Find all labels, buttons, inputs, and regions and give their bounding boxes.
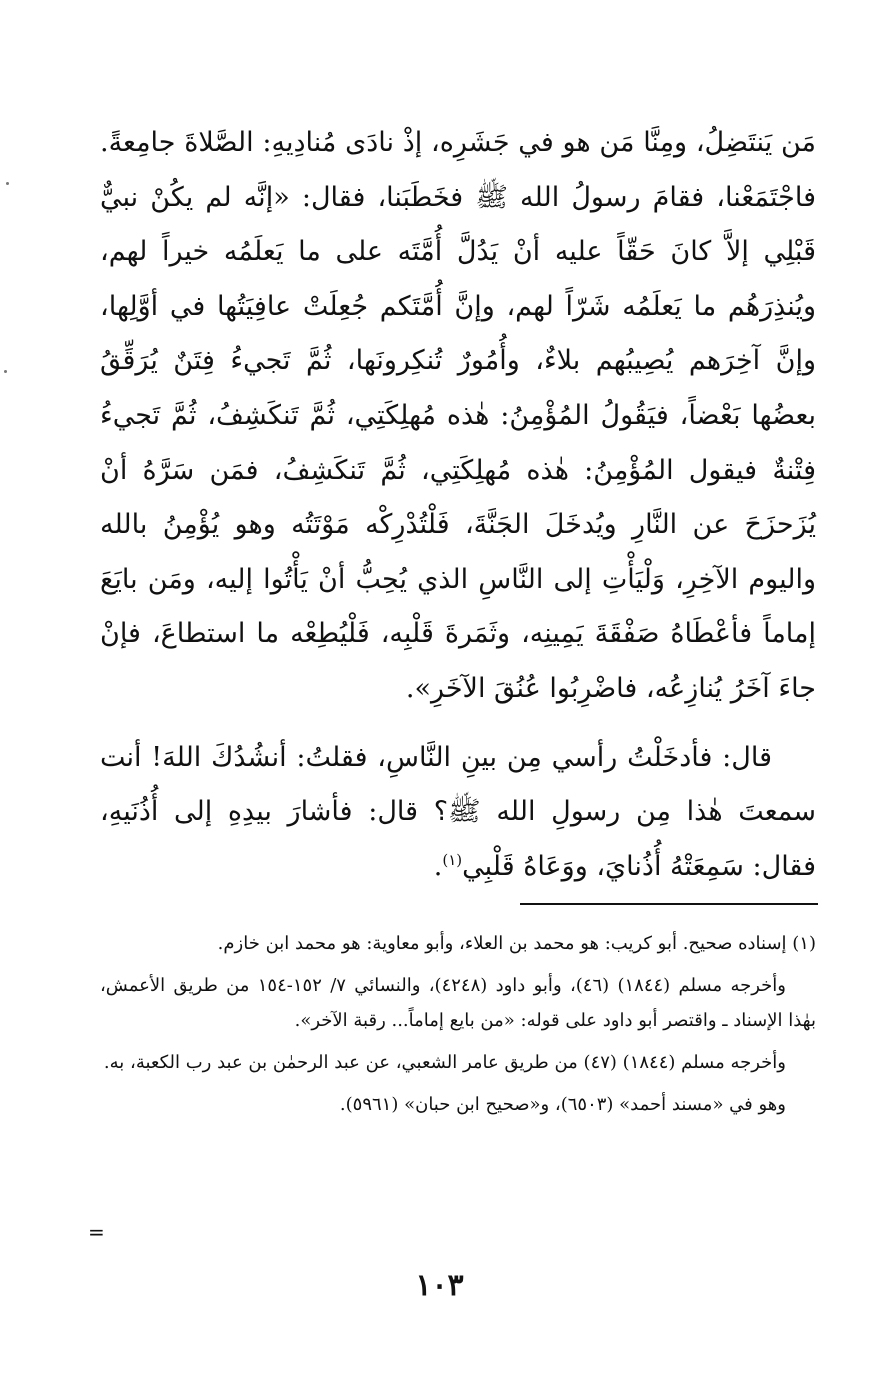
footnote-continuation-mark: = xyxy=(88,1220,105,1244)
footnote-line-1: (١) إسناده صحيح. أبو كريب: هو محمد بن العلاء، وأبو معاوية: هو محمد ابن خازم. xyxy=(217,933,816,954)
footnote-line-4: وهو في «مسند أحمد» (٦٥٠٣)، و«صحيح ابن حبان» (٥٩٦١). xyxy=(339,1094,786,1115)
footnote-separator-rule xyxy=(520,903,818,905)
footnote-line-3: وأخرجه مسلم (١٨٤٤) (٤٧) من طريق عامر الشعبي، عن عبد الرحمٰن بن عبد رب الكعبة، به. xyxy=(103,1052,786,1073)
footnote-reference: (١) xyxy=(442,850,463,869)
footnote-line-2: وأخرجه مسلم (١٨٤٤) (٤٦)، وأبو داود (٤٢٤٨)، والنسائي ٧/ ١٥٢-١٥٤ من طريق الأعمش، بهٰذا الإسناد ـ واقتصر أبو داود على قوله: «من بايع إماماً... رقبة الآخر». xyxy=(100,975,816,1031)
scan-speck xyxy=(4,370,7,373)
main-text xyxy=(100,116,816,894)
page-number: ١٠٣ xyxy=(415,1268,464,1303)
main-paragraph-1: مَن يَنتَضِلُ، ومِنَّا مَن هو في جَشَرِه، إذْ نادَى مُنادِيهِ: الصَّلاةَ جامِعةً. فاجْتَمَعْنا، فقامَ رسولُ الله ﷺ فخَطَبَنا، فقال: «إنَّه لم يكُنْ نبيٌّ قَبْلِي إلاَّ كانَ حَقّاً عليه أنْ يَدُلَّ أُمَّتَه على ما يَعلَمُه خيراً لهم، ويُنذِرَهُم ما يَعلَمُه شَرّاً لهم، وإنَّ أُمَّتَكم جُعِلَتْ عافِيَتُها في أوَّلِها، وإنَّ آخِرَهم يُصِيبُهم بلاءٌ، وأُمُورٌ تُنكِرونَها، ثُمَّ تَجيءُ فِتَنٌ يُرَقِّقُ بعضُها بَعْضاً، فيَقُولُ المُؤْمِنُ: هٰذه مُهلِكَتِي، ثُمَّ تَنكَشِفُ، ثُمَّ تَجيءُ فِتْنةٌ فيقول المُؤْمِنُ: هٰذه مُهلِكَتِي، ثُمَّ تَنكَشِفُ، فمَن سَرَّهُ أنْ يُزَحزَحَ عن النَّارِ ويُدخَلَ الجَنَّةَ، فَلْتُدْرِكْه مَوْتَتُه وهو يُؤْمِنُ بالله واليوم الآخِرِ، وَلْيَأْتِ إلى النَّاسِ الذي يُحِبُّ أنْ يَأْتُوا إليه، ومَن بايَعَ إماماً فأعْطَاهُ صَفْقَةَ يَمِينِه، وثَمَرةَ قَلْبِه، فَلْيُطِعْه ما استطاعَ، فإنْ جاءَ آخَرُ يُنازِعُه، فاضْرِبُوا عُنُقَ الآخَرِ». xyxy=(100,127,816,704)
footnotes xyxy=(100,926,816,1129)
scan-speck xyxy=(6,182,9,185)
main-paragraph-2-end: . xyxy=(433,850,443,882)
main-paragraph-2 xyxy=(100,731,816,895)
main-paragraph-2-text: قال: فأدخَلْتُ رأسي مِن بينِ النَّاسِ، فقلتُ: أنشُدُكَ اللهَ! أنت سمعتَ هٰذا مِن رسولِ الله ﷺ؟ قال: فأشارَ بيدِهِ إلى أُذُنَيهِ، فقال: سَمِعَتْهُ أُذُنايَ، ووَعَاهُ قَلْبِي xyxy=(100,741,816,882)
